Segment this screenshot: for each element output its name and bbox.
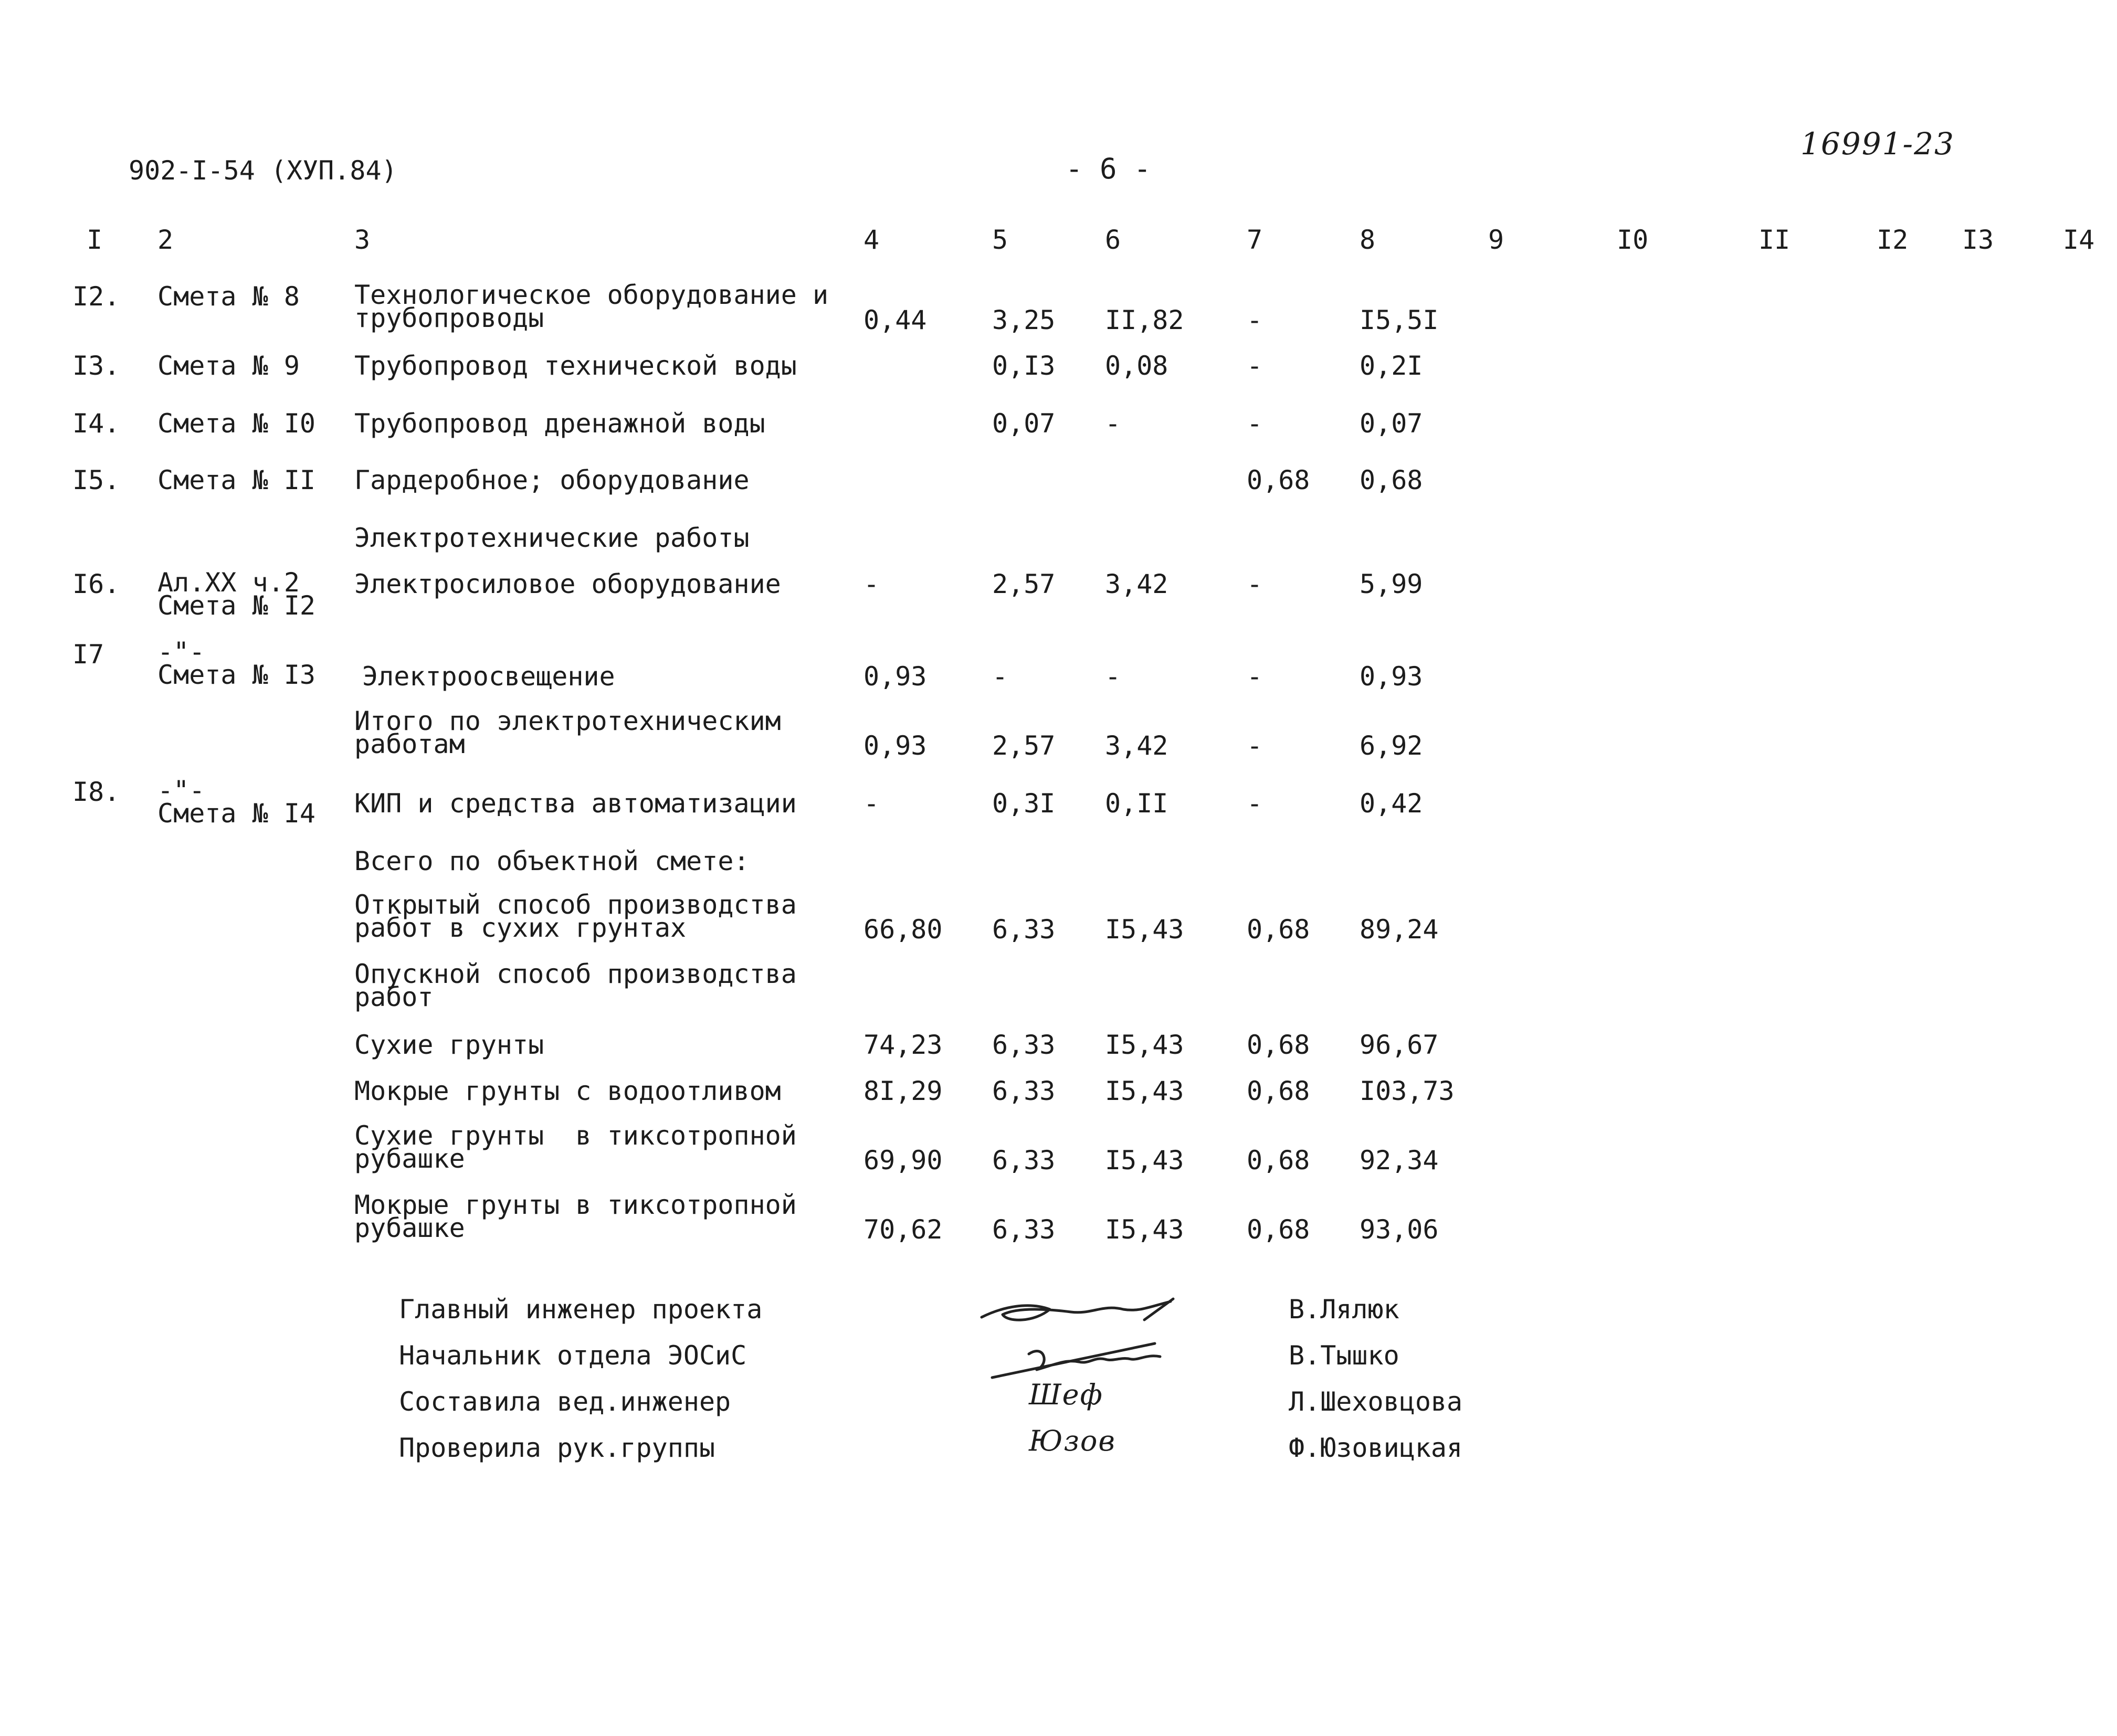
signatory-name: Л.Шеховцова: [1289, 1386, 1463, 1417]
item-name: Трубопровод дренажной воды: [354, 408, 765, 439]
column-header-13: I3: [1962, 225, 1994, 255]
cell-col6: 3,42: [1105, 569, 1168, 599]
cell-col4: 69,90: [863, 1145, 943, 1176]
page-number: - 6 -: [1066, 152, 1151, 185]
cell-col4: 0,93: [863, 661, 927, 692]
item-name: Технологическое оборудование и трубопроводы: [354, 280, 829, 333]
cell-col6: I5,43: [1105, 914, 1184, 945]
cell-col8: 0,2I: [1360, 351, 1423, 381]
cell-col5: 6,33: [992, 914, 1056, 945]
cell-col7: 0,68: [1247, 914, 1310, 945]
estimate-ref: Смета № 9: [157, 351, 300, 381]
item-name: Гардеробное; оборудование: [354, 465, 750, 495]
cell-col5: 0,I3: [992, 351, 1056, 381]
item-name: Итого по электротехническим работам: [354, 706, 781, 759]
cell-col5: 0,07: [992, 408, 1056, 439]
cell-col5: 2,57: [992, 731, 1056, 761]
estimate-ref: -"- Смета № I3: [157, 637, 316, 690]
cell-col6: I5,43: [1105, 1030, 1184, 1060]
cell-col6: I5,43: [1105, 1145, 1184, 1176]
row-number: I5.: [72, 465, 120, 495]
column-header-10: I0: [1617, 225, 1649, 255]
cell-col6: 0,II: [1105, 788, 1168, 819]
cell-col5: 3,25: [992, 305, 1056, 335]
document-code: 902-I-54 (ХУП.84): [129, 155, 397, 186]
column-header-8: 8: [1360, 225, 1376, 255]
column-header-4: 4: [863, 225, 880, 255]
cell-col5: 6,33: [992, 1214, 1056, 1245]
item-name: Опускной способ производства работ: [354, 959, 797, 1012]
cell-col7: 0,68: [1247, 1214, 1310, 1245]
item-name: Электросиловое оборудование: [354, 569, 781, 599]
cell-col7: -: [1247, 569, 1263, 599]
item-name: КИП и средства автоматизации: [354, 788, 797, 819]
cell-col8: 92,34: [1360, 1145, 1439, 1176]
cell-col8: I03,73: [1360, 1076, 1455, 1106]
cell-col8: 96,67: [1360, 1030, 1439, 1060]
cell-col8: 0,93: [1360, 661, 1423, 692]
cell-col7: 0,68: [1247, 1145, 1310, 1176]
item-name: Сухие грунты: [354, 1030, 544, 1060]
row-number: I4.: [72, 408, 120, 439]
column-header-9: 9: [1488, 225, 1504, 255]
cell-col5: -: [992, 661, 1008, 692]
signatory-role: Составила вед.инженер: [399, 1386, 731, 1417]
row-number: I8.: [72, 777, 120, 807]
cell-col4: 74,23: [863, 1030, 943, 1060]
cell-col8: 5,99: [1360, 569, 1423, 599]
column-header-6: 6: [1105, 225, 1121, 255]
row-number: I3.: [72, 351, 120, 381]
cell-col8: 6,92: [1360, 731, 1423, 761]
cell-col4: -: [863, 569, 880, 599]
cell-col8: I5,5I: [1360, 305, 1439, 335]
row-number: I2.: [72, 281, 120, 312]
cell-col6: I5,43: [1105, 1076, 1184, 1106]
cell-col7: -: [1247, 661, 1263, 692]
column-header-7: 7: [1247, 225, 1263, 255]
totals-heading: Всего по объектной смете:: [354, 846, 750, 876]
cell-col4: 66,80: [863, 914, 943, 945]
cell-col7: 0,68: [1247, 1076, 1310, 1106]
cell-col4: 0,44: [863, 305, 927, 335]
cell-col8: 0,42: [1360, 788, 1423, 819]
signature-group-head: Юзов: [1029, 1424, 1116, 1457]
item-name: Мокрые грунты с водоотливом: [354, 1076, 781, 1106]
column-header-12: I2: [1877, 225, 1909, 255]
row-number: I6.: [72, 569, 120, 599]
cell-col7: -: [1247, 731, 1263, 761]
cell-col7: 0,68: [1247, 465, 1310, 495]
column-header-2: 2: [157, 225, 174, 255]
column-header-3: 3: [354, 225, 371, 255]
cell-col7: -: [1247, 788, 1263, 819]
cell-col6: 3,42: [1105, 731, 1168, 761]
cell-col6: -: [1105, 408, 1121, 439]
column-header-11: II: [1758, 225, 1791, 255]
cell-col8: 0,68: [1360, 465, 1423, 495]
cell-col4: 8I,29: [863, 1076, 943, 1106]
cell-col8: 89,24: [1360, 914, 1439, 945]
signature-lead-engineer: Шеф: [1029, 1378, 1103, 1411]
cell-col4: 70,62: [863, 1214, 943, 1245]
estimate-ref: Ал.ХХ ч.2 Смета № I2: [157, 567, 316, 621]
item-name: Электроосвещение: [362, 661, 615, 692]
signatory-role: Начальник отдела ЭОСиС: [399, 1340, 747, 1371]
estimate-ref: Смета № II: [157, 465, 316, 495]
section-heading: Электротехнические работы: [354, 523, 750, 553]
column-header-14: I4: [2063, 225, 2095, 255]
cell-col5: 6,33: [992, 1076, 1056, 1106]
item-name: Мокрые грунты в тиксотропной рубашке: [354, 1190, 797, 1243]
signatory-role: Проверила рук.группы: [399, 1433, 715, 1463]
row-number: I7: [72, 639, 104, 670]
signatory-name: Ф.Юзовицкая: [1289, 1433, 1463, 1463]
signature-department-head: [987, 1328, 1186, 1385]
estimate-ref: -"- Смета № I4: [157, 775, 316, 829]
cell-col8: 93,06: [1360, 1214, 1439, 1245]
cell-col5: 2,57: [992, 569, 1056, 599]
cell-col4: -: [863, 788, 880, 819]
cell-col7: -: [1247, 351, 1263, 381]
cell-col7: 0,68: [1247, 1030, 1310, 1060]
item-name: Открытый способ производства работ в сухих грунтах: [354, 890, 797, 943]
column-header-1: I: [87, 225, 103, 255]
archive-number: 16991-23: [1800, 126, 1955, 162]
item-name: Трубопровод технической воды: [354, 351, 797, 381]
cell-col6: -: [1105, 661, 1121, 692]
signatory-name: В.Лялюк: [1289, 1294, 1399, 1325]
column-header-5: 5: [992, 225, 1008, 255]
cell-col7: -: [1247, 305, 1263, 335]
cell-col6: II,82: [1105, 305, 1184, 335]
cell-col5: 6,33: [992, 1030, 1056, 1060]
cell-col8: 0,07: [1360, 408, 1423, 439]
cell-col5: 0,3I: [992, 788, 1056, 819]
signatory-role: Главный инженер проекта: [399, 1294, 763, 1325]
estimate-ref: Смета № I0: [157, 408, 316, 439]
cell-col7: -: [1247, 408, 1263, 439]
estimate-ref: Смета № 8: [157, 281, 300, 312]
item-name: Сухие грунты в тиксотропной рубашке: [354, 1120, 797, 1174]
cell-col4: 0,93: [863, 731, 927, 761]
cell-col6: 0,08: [1105, 351, 1168, 381]
cell-col6: I5,43: [1105, 1214, 1184, 1245]
signatory-name: В.Тышко: [1289, 1340, 1399, 1371]
cell-col5: 6,33: [992, 1145, 1056, 1176]
